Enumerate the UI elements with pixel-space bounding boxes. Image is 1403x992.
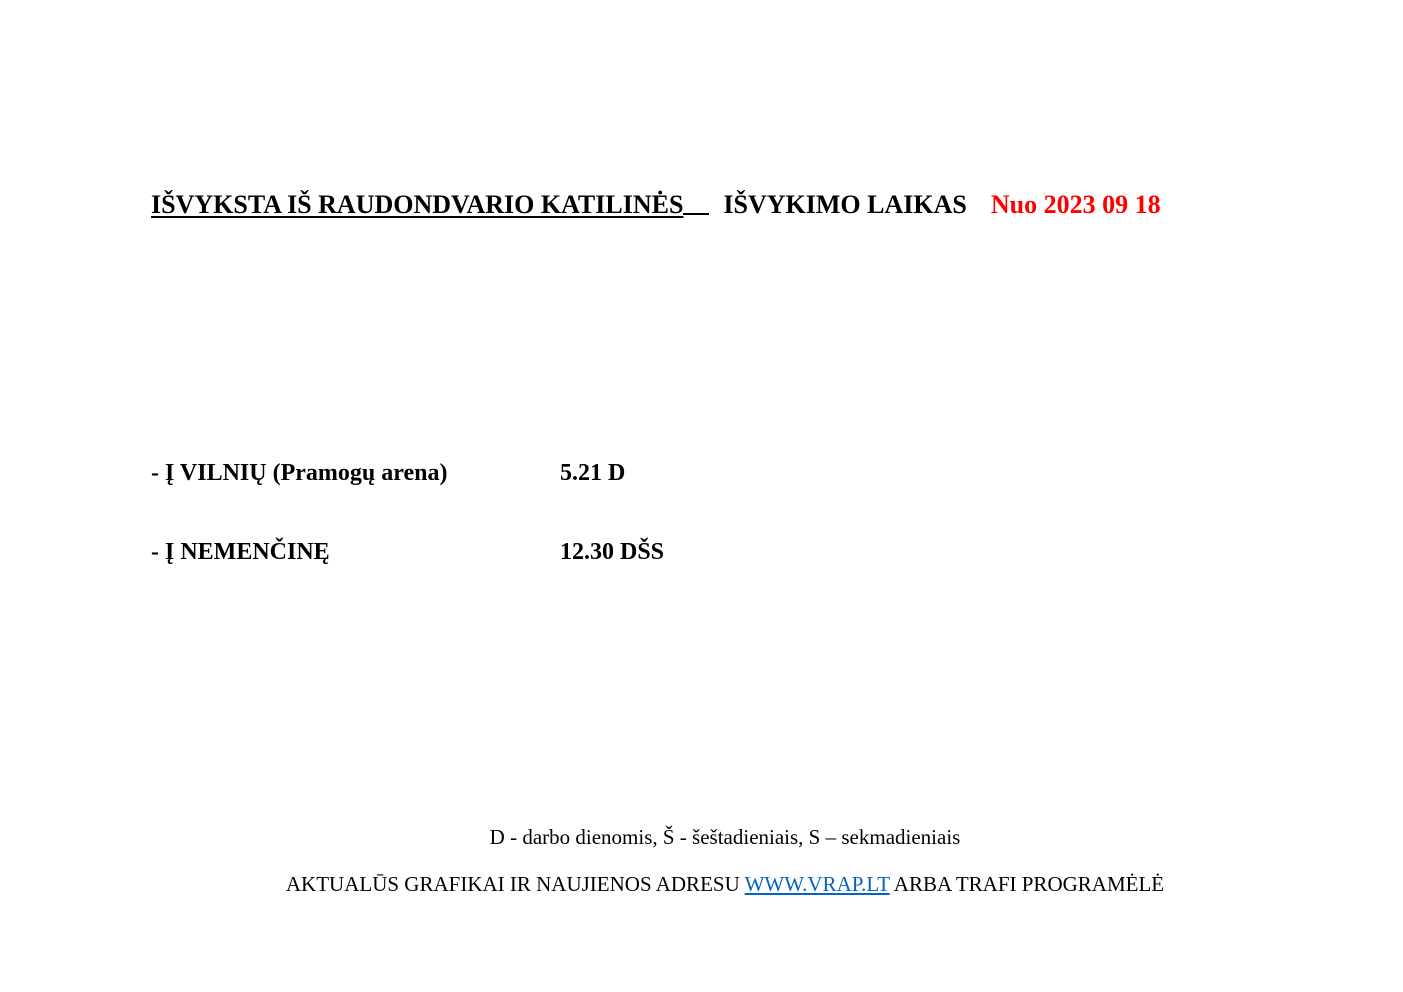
header-underline-spacer bbox=[683, 193, 709, 215]
notice-text-after: ARBA TRAFI PROGRAMĖLĖ bbox=[889, 872, 1165, 896]
valid-from-date: Nuo 2023 09 18 bbox=[990, 190, 1161, 219]
route-destination: - Į VILNIŲ (Pramogų arena) bbox=[151, 460, 448, 486]
day-legend: D - darbo dienomis, Š - šeštadieniais, S – sekmadieniais bbox=[489, 825, 961, 849]
schedule-header bbox=[151, 190, 1161, 220]
route-time: 12.30 DŠS bbox=[560, 539, 665, 565]
departure-location-title: IŠVYKSTA IŠ RAUDONDVARIO KATILINĖS bbox=[151, 190, 684, 219]
route-row bbox=[151, 460, 625, 487]
route-time: 5.21 D bbox=[560, 460, 626, 486]
info-notice bbox=[0, 872, 1403, 897]
website-link[interactable]: WWW.VRAP.LT bbox=[744, 872, 890, 896]
notice-text-before: AKTUALŪS GRAFIKAI IR NAUJIENOS ADRESU bbox=[285, 872, 745, 896]
route-row bbox=[151, 539, 664, 566]
route-destination: - Į NEMENČINĘ bbox=[151, 539, 330, 565]
departure-time-title: IŠVYKIMO LAIKAS bbox=[723, 190, 967, 219]
